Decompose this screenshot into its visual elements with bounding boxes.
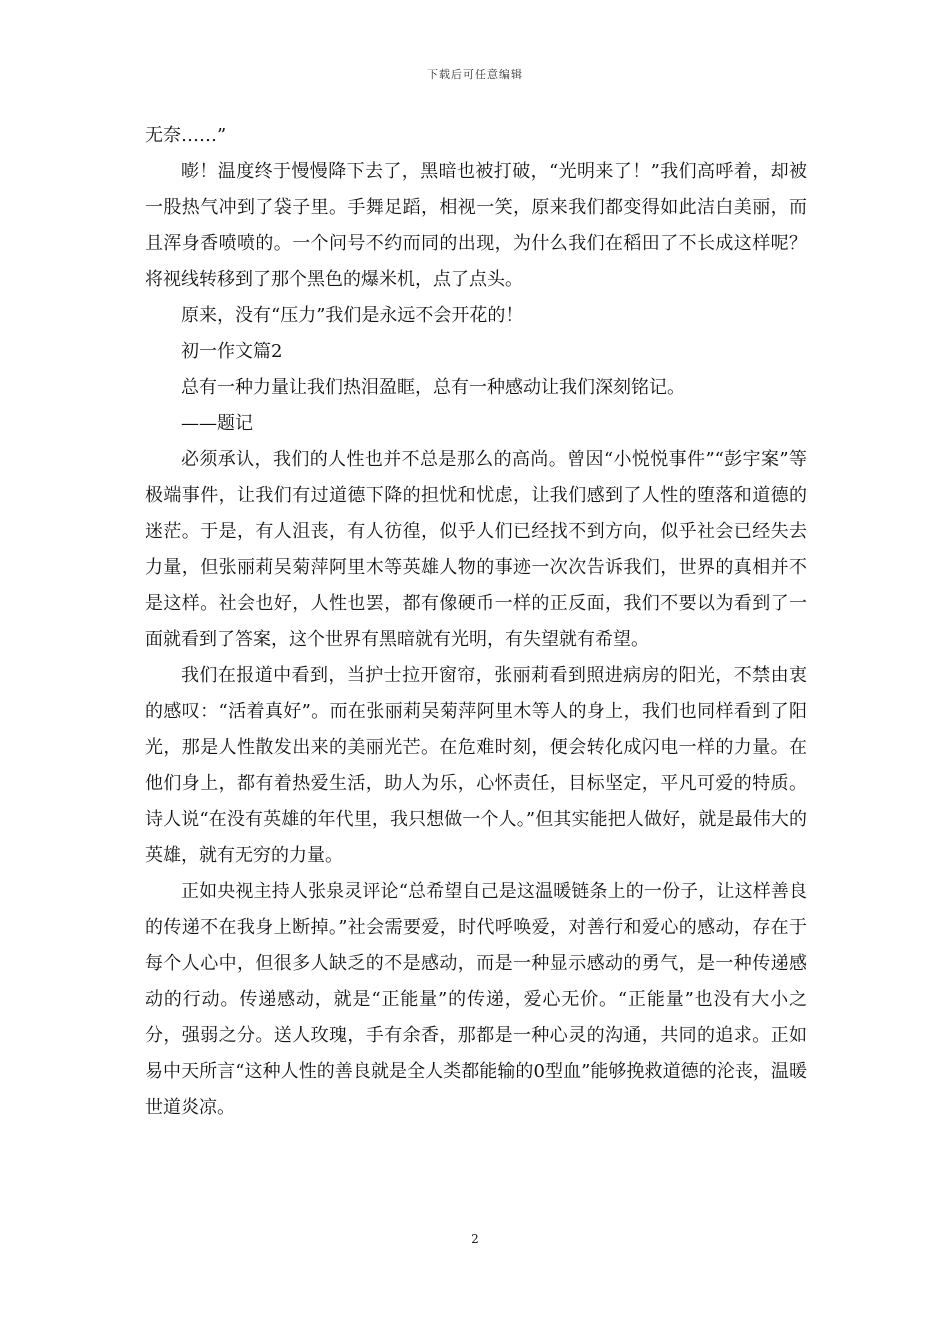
paragraph: 嘭！温度终于慢慢降下去了，黑暗也被打破，“光明来了！”我们高呼着，却被一股热气冲到了袋子里。手舞足蹈，相视一笑，原来我们都变得如此洁白美丽，而且浑身香喷喷的。一个问号不约而同的出现，为什么我们在稻田了不长成这样呢？将视线转移到了那个黑色的爆米机，点了点头。	[145, 161, 807, 290]
paragraph: 必须承认，我们的人性也并不总是那么的高尚。曾因“小悦悦事件”“彭宇案”等极端事件，让我们有过道德下降的担忧和忧虑，让我们感到了人性的堕落和道德的迷茫。于是，有人沮丧，有人彷徨，似乎人们已经找不到方向，似乎社会已经失去力量，但张丽莉吴菊萍阿里木等英雄人物的事迹一次次告诉我们，世界的真相并不是这样。社会也好，人性也罢，都有像硬币一样的正反面，我们不要以为看到了一面就看到了答案，这个世界有黑暗就有光明，有失望就有希望。	[145, 449, 807, 650]
epigraph: 总有一种力量让我们热泪盈眶，总有一种感动让我们深刻铭记。	[181, 377, 685, 398]
section-title: 初一作文篇2	[181, 341, 283, 362]
epigraph-attribution: ——题记	[181, 413, 253, 434]
paragraph-continuation: 无奈……”	[145, 125, 227, 146]
document-body	[145, 118, 807, 1126]
paragraph: 正如央视主持人张泉灵评论“总希望自己是这温暖链条上的一份子，让这样善良的传递不在我身上断掉。”社会需要爱，时代呼唤爱，对善行和爱心的感动，存在于每个人心中，但很多人缺乏的不是感动，而是一种显示感动的勇气，是一种传递感动的行动。传递感动，就是“正能量”的传递，爱心无价。“正能量”也没有大小之分，强弱之分。送人玫瑰，手有余香，那都是一种心灵的沟通，共同的追求。正如易中天所言“这种人性的善良就是全人类都能输的0型血”能够挽救道德的沦丧，温暖世道炎凉。	[145, 881, 807, 1118]
paragraph: 原来，没有“压力”我们是永远不会开花的！	[181, 305, 524, 326]
page-header: 下载后可任意编辑	[427, 68, 523, 81]
paragraph: 我们在报道中看到，当护士拉开窗帘，张丽莉看到照进病房的阳光，不禁由衷的感叹：“活着真好”。而在张丽莉吴菊萍阿里木等人的身上，我们也同样看到了阳光，那是人性散发出来的美丽光芒。在危难时刻，便会转化成闪电一样的力量。在他们身上，都有着热爱生活，助人为乐，心怀责任，目标坚定，平凡可爱的特质。诗人说“在没有英雄的年代里，我只想做一个人。”但其实能把人做好，就是最伟大的英雄，就有无穷的力量。	[145, 665, 807, 866]
page-number: 2	[471, 1232, 479, 1246]
